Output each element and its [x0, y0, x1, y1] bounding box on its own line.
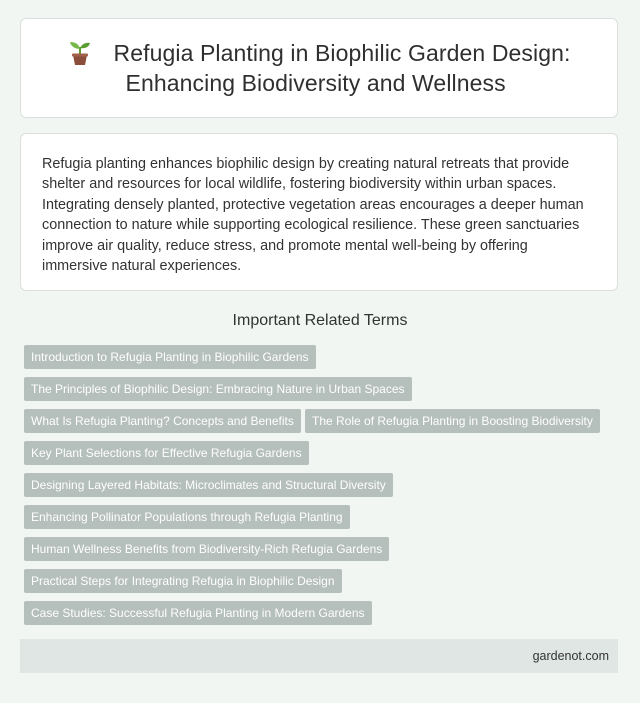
term-tag[interactable]: Enhancing Pollinator Populations through Refugia Planting [24, 505, 350, 529]
title-line-1: Refugia Planting in Biophilic Garden Design: [113, 40, 571, 66]
page-title [114, 38, 571, 98]
term-tag[interactable]: Practical Steps for Integrating Refugia in Biophilic Design [24, 569, 342, 593]
related-terms-heading: Important Related Terms [232, 312, 408, 329]
footer-site-link[interactable]: gardenot.com [532, 649, 609, 663]
summary-card [20, 133, 618, 291]
term-tag[interactable]: Introduction to Refugia Planting in Biophilic Gardens [24, 345, 316, 369]
summary-text: Refugia planting enhances biophilic design by creating natural retreats that provide shelter and resources for local wildlife, fostering biodiversity within urban spaces. Integrating densely planted, protective vegetation areas encourages a deeper human connection to nature while supporting ecological resilience. These green sanctuaries improve air quality, reduce stress, and promote mental well-being by offering immersive natural experiences. [42, 156, 584, 275]
footer [20, 639, 618, 673]
term-tag[interactable]: Key Plant Selections for Effective Refugia Gardens [24, 441, 309, 465]
term-tag[interactable]: What Is Refugia Planting? Concepts and Benefits [24, 409, 301, 433]
term-tag[interactable]: Human Wellness Benefits from Biodiversity-Rich Refugia Gardens [24, 537, 389, 561]
sprout-icon [68, 40, 92, 66]
title-card [20, 18, 618, 118]
term-tag[interactable]: The Role of Refugia Planting in Boosting Biodiversity [305, 409, 600, 433]
title-block [68, 38, 571, 98]
term-tag[interactable]: Designing Layered Habitats: Microclimates and Structural Diversity [24, 473, 393, 497]
title-line-2: Enhancing Biodiversity and Wellness [125, 70, 506, 96]
term-tag[interactable]: The Principles of Biophilic Design: Embracing Nature in Urban Spaces [24, 377, 412, 401]
term-tag[interactable]: Case Studies: Successful Refugia Planting in Modern Gardens [24, 601, 372, 625]
